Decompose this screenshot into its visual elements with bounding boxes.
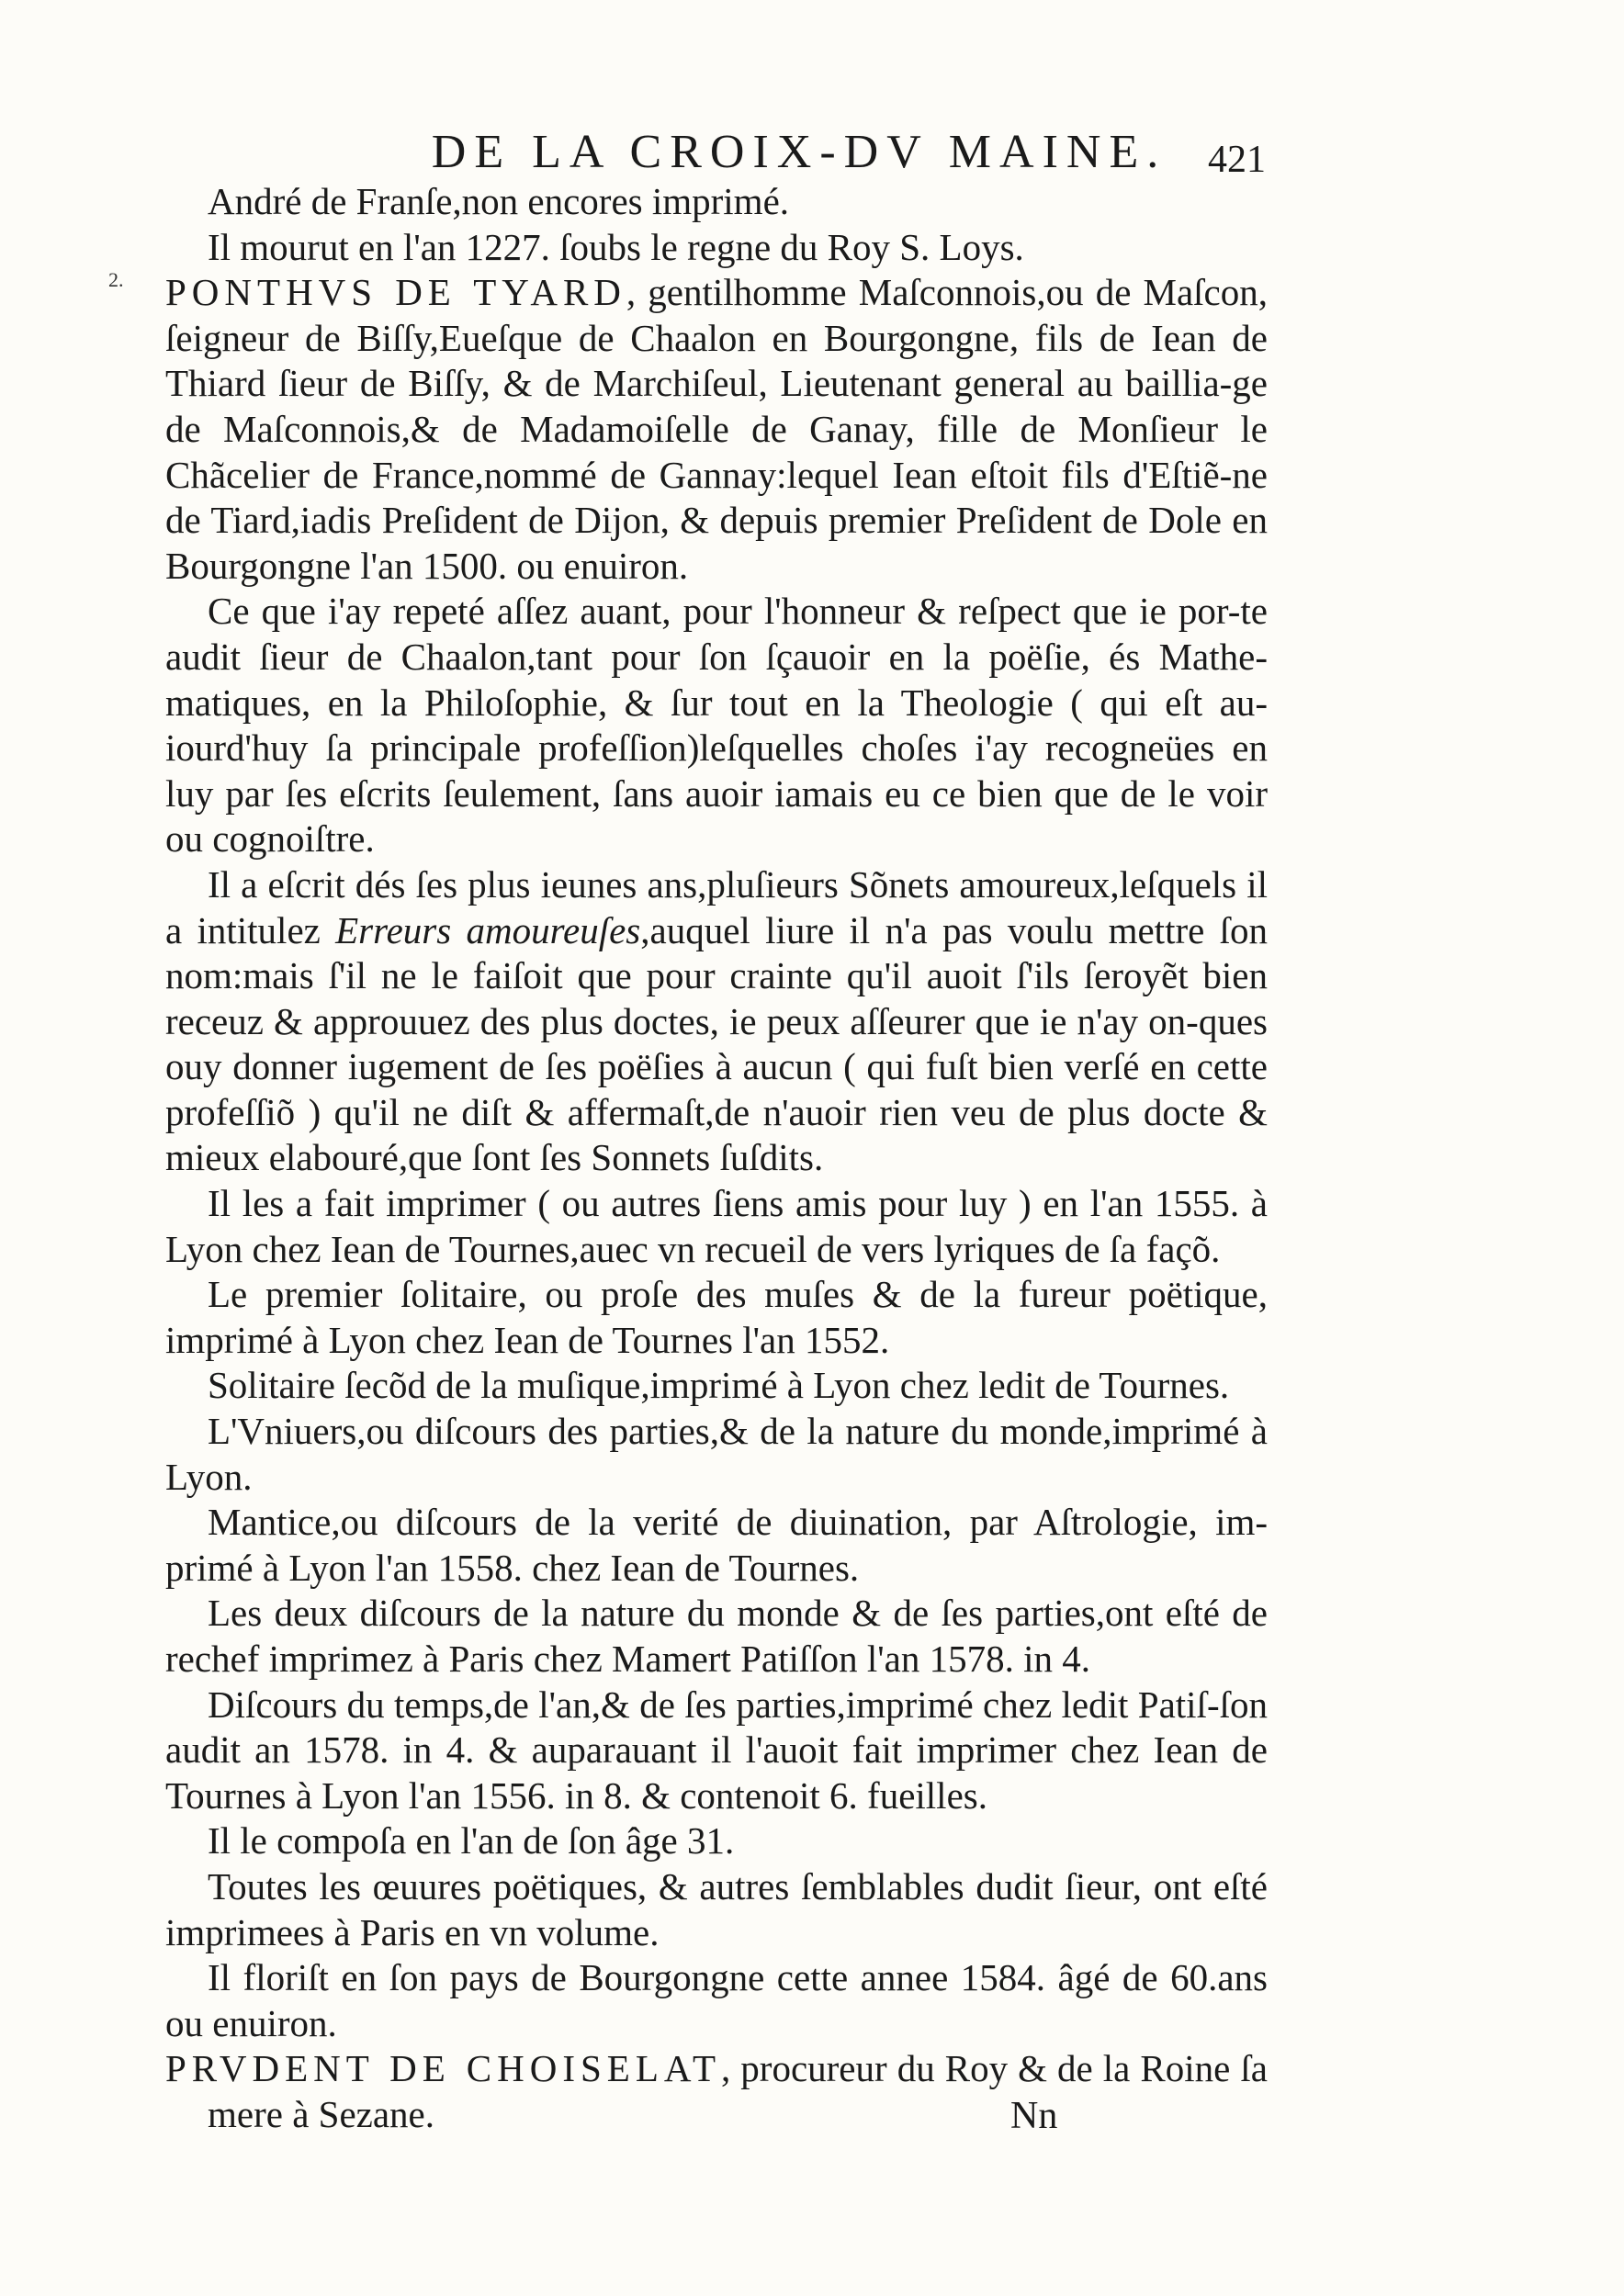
paragraph-erreurs [165,862,1268,1181]
body-text [165,179,1268,2138]
text-run: Il a eſcrit dés ſes plus ieunes ans,pluſieurs Sõnets amoureux,leſquels il a intitulez [165,862,1268,951]
paragraph: Solitaire ſecõd de la muſique,imprimé à Lyon chez ledit de Tournes. [208,1364,1230,1407]
page-number: 421 [1208,139,1266,181]
margin-note: 2. [108,268,124,291]
paragraph: Le premier ſolitaire, ou proſe des muſes & de la fureur poëtique, imprimé à Lyon chez Iean de Tournes l'an 1552. [165,1273,1268,1361]
entry-text: , procureur du Roy & de la Roine ſa mere à Sezane. [208,2047,1268,2135]
running-head: DE LA CROIX-DV MAINE. [431,126,1167,178]
entry-ponthus [165,270,1268,589]
paragraph: Toutes les œuures poëtiques, & autres ſemblables dudit ſieur, ont eſté imprimees à Paris en vn volume. [165,1864,1268,1953]
paragraph: Il mourut en l'an 1227. ſoubs le regne du Roy S. Loys. [208,225,1024,268]
paragraph: Il floriſt en ſon pays de Bourgongne cette annee 1584. âgé de 60.ans ou enuiron. [165,1956,1268,2044]
paragraph: Les deux diſcours de la nature du monde & de ſes parties,ont eſté de rechef imprimez à Paris chez Mamert Patiſſon l'an 1578. in 4. [165,1592,1268,1680]
paragraph: Diſcours du temps,de l'an,& de ſes parties,imprimé chez ledit Patiſ-ſon audit an 1578. in 4. & auparauant il l'auoit fait imprimer chez Iean de Tournes à Lyon l'an 1556. in 8. & contenoit 6. fueilles. [165,1683,1268,1817]
entry-text: , gentilhomme Maſconnois,ou de Maſcon, ſeigneur de Biſſy,Eueſque de Chaalon en Bourgongne, fils de Iean de Thiard ſieur de Biſſy, & de Marchiſeul, Lieutenant general au baillia-ge de Maſconnois,& de Madamoiſelle de Ganay, fille de Monſieur le Chãcelier de France,nommé de Gannay:lequel Iean eſtoit fils d'Eſtiẽ-ne de Tiard,iadis Preſident de Dijon, & depuis premier Preſident de Dole en Bourgongne l'an 1500. ou enuiron. [165,271,1268,587]
entry-prudent [165,2046,1268,2137]
entry-name: PONTHVS DE TYARD [165,271,626,314]
text-run: ,auquel liure il n'a pas voulu mettre ſon nom:mais ſ'il ne le faiſoit que pour crainte qu'il auoit ſ'ils ſeroyẽt bien receuz & approuuez des plus doctes, ie peux aſſeurer que ie n'ay on-ques ouy donner iugement de ſes poëſies à aucun ( qui fuſt bien verſé en cette profeſſiõ ) qu'il ne diſt & affermaſt,de n'auoir rien veu de plus docte & mieux elabouré,que ſont ſes Sonnets ſuſdits. [165,908,1268,1179]
paragraph: Mantice,ou diſcours de la verité de diuination, par Aſtrologie, im-primé à Lyon l'an 1558. chez Iean de Tournes. [165,1501,1268,1589]
book-title: Erreurs amoureuſes [335,908,641,951]
paragraph: Ce que i'ay repeté aſſez auant, pour l'honneur & reſpect que ie por-te audit ſieur de Chaalon,tant pour ſon ſçauoir en la poëſie, és Mathe-matiques, en la Philoſophie, & ſur tout en la Theologie ( qui eſt au-iourd'huy ſa principale profeſſion)leſquelles choſes i'ay recogneües en luy par ſes eſcrits ſeulement, ſans auoir iamais eu ce bien que de le voir ou cognoiſtre. [165,590,1268,861]
paragraph: André de Franſe,non encores imprimé. [208,180,790,222]
paragraph: Il le compoſa en l'an de ſon âge 31. [208,1819,735,1863]
paragraph: Il les a fait imprimer ( ou autres ſiens amis pour luy ) en l'an 1555. à Lyon chez Iean de Tournes,auec vn recueil de vers lyriques de ſa façõ. [165,1182,1268,1270]
entry-name: PRVDENT DE CHOISELAT [165,2047,721,2090]
catchword: Nn [1010,2095,1058,2137]
paragraph: L'Vniuers,ou diſcours des parties,& de la nature du monde,imprimé à Lyon. [165,1410,1268,1498]
